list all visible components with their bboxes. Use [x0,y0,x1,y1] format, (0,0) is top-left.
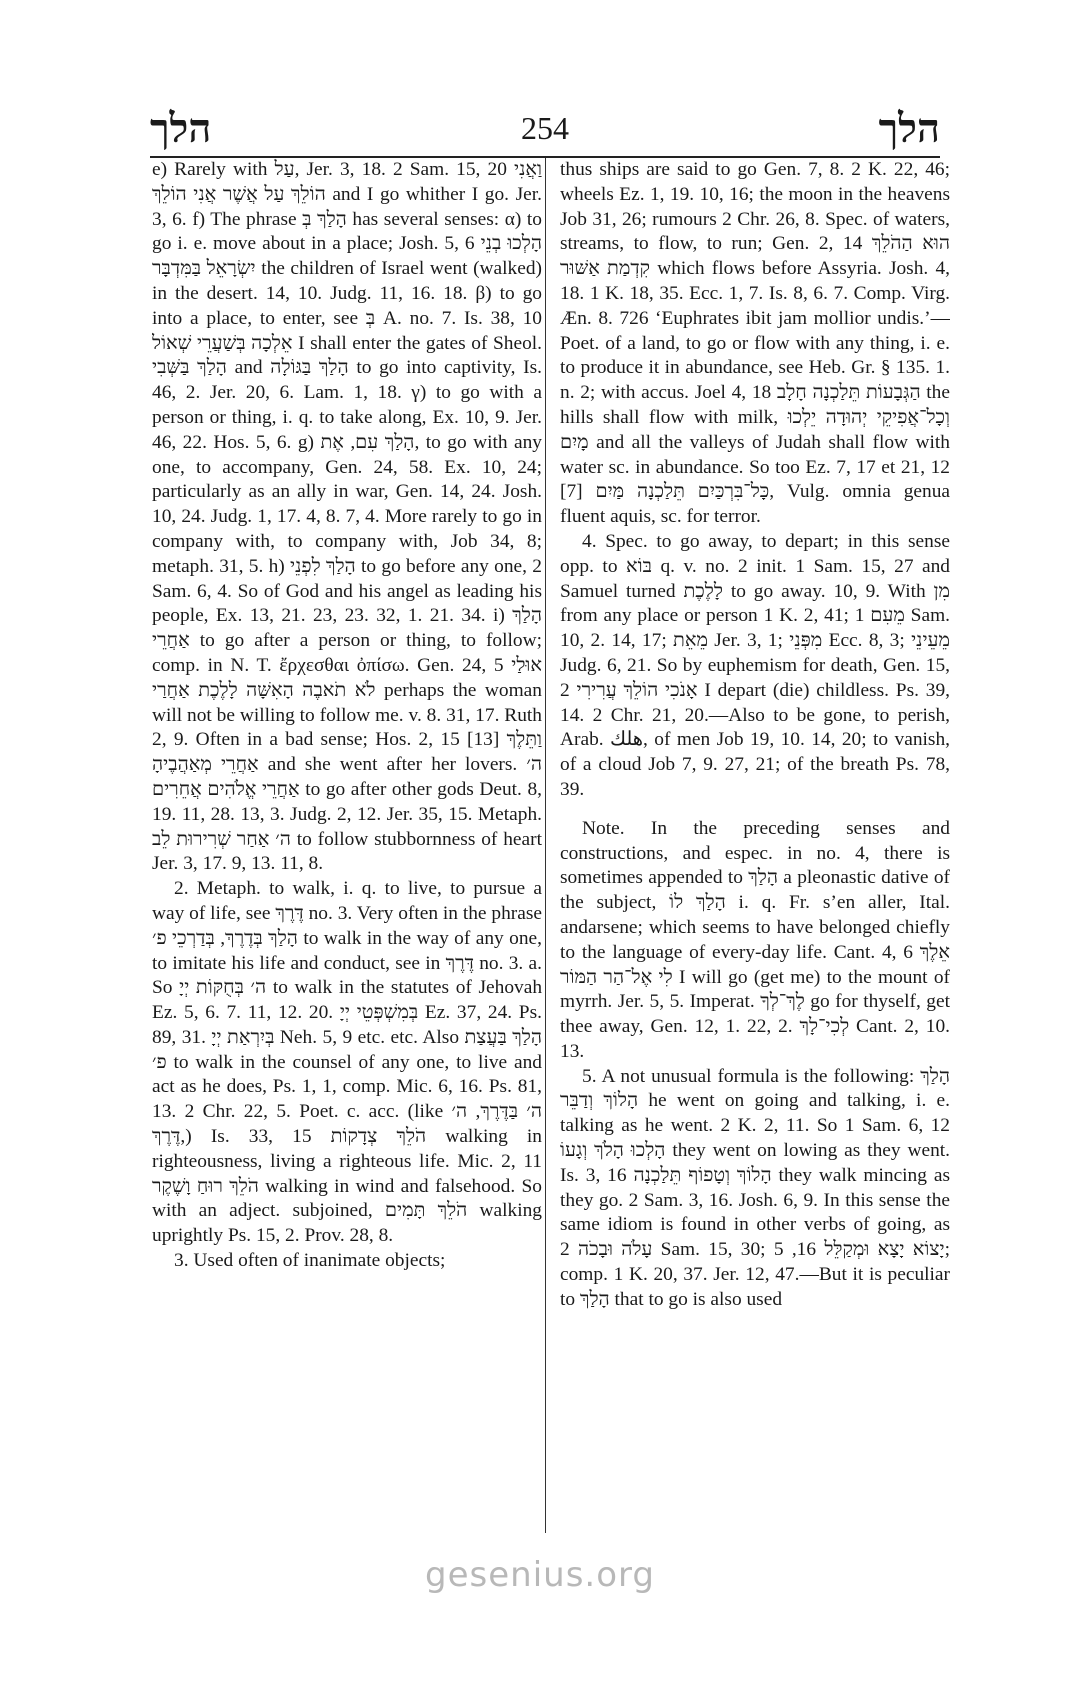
site-watermark: gesenius.org [425,1555,655,1595]
column-divider [545,158,546,1533]
right-column [560,158,950,1538]
left-column [152,158,542,1538]
page-number: 254 [521,109,569,146]
left-running-head: הלך [150,104,212,152]
page-header [150,98,940,158]
entry-paragraph: 4. Spec. to go away, to depart; in this sense opp. to בּוֹא q. v. no. 2 init. 1 Sam. 15, 27 and Samuel turned לָלֶכֶת to go away. 10, 9. With מִן from any place or person 1 K. 2, 41; מֵעִם 1 Sam. 10, 2. 14, 17; מֵאֵת Jer. 3, 1; מִפְּנֵי Ecc. 8, 3; מֵעֵינֵי Judg. 6, 21. So by euphemism for death, Gen. 15, 2 אָנֹכִי הוֹלֵךְ עֲרִירִי I depart (die) childless. Ps. 39, 14. 2 Chr. 21, 20.—Also to be gone, to perish, Arab. هلك, of men Job 19, 10. 14, 20; to vanish, of a cloud Job 7, 9. 27, 21; of the breath Ps. 78, 39. [560,530,950,800]
right-running-head: הלך [878,104,940,152]
entry-paragraph: e) Rarely with עַל, Jer. 3, 18. 2 Sam. 15, 20 וַאֲנִי הוֹלֵךְ עַל אֲשֶׁר אֲנִי הוֹלֵךְ and I go whither I go. Jer. 3, 6. f) The phrase הָלַךְ בְּ has several senses: α) to go i. e. move about in a place; Josh. 5, 6 הָלְכוּ בְנֵי יִשְׂרָאֵל בַּמִּדְבָּר the children of Israel went (walked) in the desert. 14, 10. Judg. 11, 16. 18. β) to go into a place, to enter, see בְּ A. no. 7. Is. 38, 10 אֵלְכָה בְּשַׁעֲרֵי שְׁאוֹל I shall enter the gates of Sheol. הָלַךְ בַּשְּׁבִי and הָלַךְ בַּגּוֹלָה to go into captivity, Is. 46, 2. Jer. 20, 6. Lam. 1, 18. γ) to go with a person or thing, i. q. to take along, Ex. 10, 9. Jer. 46, 22. Hos. 5, 6. g) הָלַךְ עִם, אֶת, to go with any one, to accompany, Gen. 24, 58. Ex. 10, 24; particularly as an ally in war, Gen. 14, 24. Josh. 10, 24. Judg. 1, 17. 4, 8. 7, 4. More rarely to go in company with, to company with, Job 34, 8; metaph. 31, 5. h) הָלַךְ לִפְנֵי to go before any one, 2 Sam. 6, 4. So of God and his angel as leading his people, Ex. 13, 21. 23, 23. 32, 1. 21. 34. i) הָלַךְ אַחֲרֵי to go after a person or thing, to follow; comp. in N. T. ἔρχεσθαι ὀπίσω. Gen. 24, 5 אוּלַי לֹא תֹאבֶה הָאִשָּׁה לָלֶכֶת אַחֲרַי perhaps the woman will not be willing to follow me. v. 8. 31, 17. Ruth 2, 9. Often in a bad sense; Hos. 2, 15 [13] וַתֵּלֶךְ אַחֲרֵי מְאַהֲבֶיהָ and she went after her lovers. ה׳ אַחֲרֵי אֱלֹהִים אֲחֵרִים to go after other gods Deut. 8, 19. 11, 28. 13, 3. Judg. 2, 12. Jer. 35, 15. Metaph. ה׳ אַחַר שְׁרִירוּת לֵב to follow stubbornness of heart Jer. 3, 17. 9, 13. 11, 8. [152,159,542,875]
entry-paragraph: 5. A not unusual formula is the following: הָלַךְ הָלוֹךְ וְדַבֵּר he went on going and talking, i. e. talking as he went. 2 K. 2, 11. So 1 Sam. 6, 12 הָלְכוּ הָלֹךְ וְגָעוֹ they went on lowing as they went. Is. 3, 16 הָלוֹךְ וְטָפוֹף תֵּלַכְנָה they walk mincing as they go. 2 Sam. 3, 16. Josh. 6, 9. In this sense the same idiom is found in other verbs of going, as עָלֹה וּבָכֹה 2 Sam. 15, 30; יָצוֹא יָצָא וּמְקַלֵּל 16, 5; comp. 1 K. 20, 37. Jer. 12, 47.—But it is peculiar to הָלַךְ that to go is also used [560,1065,950,1310]
entry-paragraph: 3. Used often of inanimate objects; [174,1250,446,1272]
entry-paragraph: thus ships are said to go Gen. 7, 8. 2 K. 22, 46; wheels Ez. 1, 19. 10, 16; the moon in the heavens Job 31, 26; rumours 2 Chr. 26, 8. Spec. of waters, streams, to flow, to run; Gen. 2, 14 הוּא הַהֹלֵךְ קִדְמַת אַשּׁוּר which flows before Assyria. Josh. 4, 18. 1 K. 18, 35. Ecc. 1, 7. Is. 8, 6. 7. Comp. Virg. Æn. 8. 726 ‘Euphrates ibit jam mollior undis.’—Poet. of a land, to go or flow with any thing, i. e. to produce it in abundance, see Heb. Gr. § 135. 1. n. 2; with accus. Joel 4, 18 הַגְּבָעוֹת תֵּלַכְנָה חָלָב the hills shall flow with milk, וְכָל־אֲפִיקֵי יְהוּדָה יֵלְכוּ מָיִם and all the valleys of Judah shall flow with water sc. in abundance. So too Ez. 7, 17 et 21, 12 [7] כָּל־בִּרְכַּיִם תֵּלַכְנָה מַּיִם, Vulg. omnia genua fluent aquis, sc. for terror. [560,159,950,528]
note-paragraph: Note. In the preceding senses and constructions, and espec. in no. 4, there is sometimes appended to הָלַךְ a pleonastic dative of the subject, הָלַךְ לוֹ i. q. Fr. s’en aller, Ital. andarsene; which seems to have belonged chiefly to the language of every-day life. Cant. 4, 6 אֵלֶךְ לִי אֶל־הַר הַמּוֹר I will go (get me) to the mount of myrrh. Jer. 5, 5. Imperat. לֶךְ־לְךָ go for thyself, get thee away, Gen. 12, 1. 22, 2. לְכִי־לָךְ Cant. 2, 10. 13. [560,817,950,1062]
entry-paragraph: 2. Metaph. to walk, i. q. to live, to pursue a way of life, see דֶּרֶךְ no. 3. Very often in the phrase הָלַךְ בְּדֶרֶךְ, בְּדַרְכֵי פ׳ to walk in the way of any one, to imitate his life and conduct, see in דֶּרֶךְ no. 3. a. So ה׳ בְּחֻקּוֹת יְיָ to walk in the statutes of Jehovah Ez. 5, 6. 7. 11, 12. 20. בְּמִשְׁפְּטֵי יְיָ Ez. 37, 24. Ps. 89, 31. בְּיִרְאַת יְיָ Neh. 5, 9 etc. etc. Also הָלַךְ בַּעֲצַת פ׳ to walk in the counsel of any one, to live and act as he does, Ps. 1, 1, comp. Mic. 6, 16. Ps. 81, 13. 2 Chr. 22, 5. Poet. c. acc. (like ה׳ בַּדֶּרֶךְ, ה׳ דֶּרֶךְ,) Is. 33, 15 הֹלֵךְ צְדָקוֹת walking in righteousness, living a righteous life. Mic. 2, 11 הֹלֵךְ רוּחַ וָשֶׁקֶר walking in wind and falsehood. So with an adject. subjoined, הֹלֵךְ תָּמִים walking uprightly Ps. 15, 2. Prov. 28, 8. [152,878,542,1247]
